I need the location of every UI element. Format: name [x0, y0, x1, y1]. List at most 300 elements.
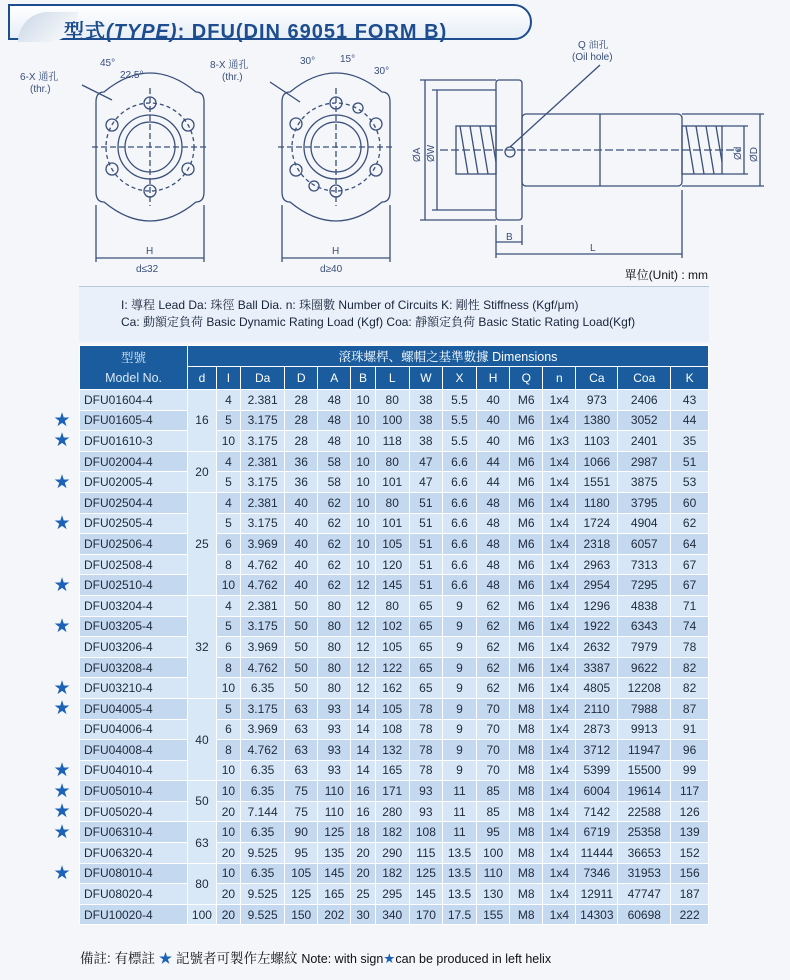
value-cell-coa: 47747: [618, 884, 671, 905]
table-row: [80, 534, 709, 555]
value-cell-b: 16: [351, 801, 375, 822]
value-cell-d: 95: [285, 843, 318, 864]
value-cell-d: 63: [285, 698, 318, 719]
value-cell-w: 78: [409, 740, 442, 761]
value-cell-ca: 3712: [576, 740, 618, 761]
model-cell: DFU06320-4: [80, 843, 188, 864]
value-cell-x: 6.6: [442, 472, 476, 493]
value-cell-da: 6.35: [241, 678, 285, 699]
value-cell-d: 150: [285, 904, 318, 925]
model-cell: DFU03205-4: [80, 616, 188, 637]
value-cell-a: 145: [318, 863, 351, 884]
value-cell-b: 10: [351, 451, 375, 472]
value-cell-w: 47: [409, 451, 442, 472]
B-label: B: [506, 232, 513, 243]
value-cell-ca: 1066: [576, 451, 618, 472]
model-cell: DFU02508-4: [80, 554, 188, 575]
value-cell-coa: 11947: [618, 740, 671, 761]
value-cell-w: 47: [409, 472, 442, 493]
left-holes-label: 6-X 通孔: [20, 72, 59, 83]
value-cell-q: M8: [510, 740, 543, 761]
value-cell-k: 71: [671, 595, 709, 616]
value-cell-i: 5: [216, 472, 240, 493]
value-cell-ca: 14303: [576, 904, 618, 925]
table-row: [80, 513, 709, 534]
model-cell: DFU02004-4: [80, 451, 188, 472]
value-cell-a: 48: [318, 431, 351, 452]
value-cell-x: 17.5: [442, 904, 476, 925]
value-cell-a: 48: [318, 390, 351, 411]
model-cell: DFU03210-4: [80, 678, 188, 699]
value-cell-l: 108: [375, 719, 409, 740]
value-cell-n: 1x4: [543, 616, 576, 637]
dia-W-label: ØW: [426, 144, 437, 162]
value-cell-h: 62: [477, 616, 510, 637]
value-cell-w: 65: [409, 595, 442, 616]
value-cell-h: 100: [477, 843, 510, 864]
value-cell-i: 5: [216, 513, 240, 534]
value-cell-k: 96: [671, 740, 709, 761]
middle-H-label: H: [332, 246, 340, 257]
value-cell-a: 62: [318, 513, 351, 534]
value-cell-l: 165: [375, 760, 409, 781]
model-cell: DFU02510-4: [80, 575, 188, 596]
table-row: [80, 678, 709, 699]
value-cell-k: 44: [671, 410, 709, 431]
value-cell-d: 105: [285, 863, 318, 884]
value-cell-x: 11: [442, 801, 476, 822]
value-cell-d: 50: [285, 595, 318, 616]
value-cell-d: 28: [285, 431, 318, 452]
value-cell-da: 6.35: [241, 781, 285, 802]
left-helix-star-icon: ★: [53, 801, 71, 823]
flange-8-hole-drawing: [270, 73, 394, 262]
value-cell-l: 80: [375, 390, 409, 411]
value-cell-d: 40: [285, 534, 318, 555]
value-cell-l: 80: [375, 492, 409, 513]
value-cell-coa: 60698: [618, 904, 671, 925]
column-header-da: Da: [241, 367, 285, 390]
column-header-a: A: [318, 367, 351, 390]
dia-D-label: ØD: [749, 147, 760, 162]
value-cell-da: 4.762: [241, 657, 285, 678]
column-header-q: Q: [510, 367, 543, 390]
value-cell-l: 145: [375, 575, 409, 596]
value-cell-b: 10: [351, 534, 375, 555]
value-cell-x: 9: [442, 616, 476, 637]
value-cell-k: 67: [671, 554, 709, 575]
value-cell-i: 20: [216, 884, 240, 905]
value-cell-coa: 22588: [618, 801, 671, 822]
value-cell-d: 125: [285, 884, 318, 905]
value-cell-d: 40: [285, 513, 318, 534]
value-cell-q: M6: [510, 657, 543, 678]
shaft-diameter-cell: 100: [188, 904, 217, 925]
value-cell-w: 78: [409, 698, 442, 719]
value-cell-d: 40: [285, 492, 318, 513]
value-cell-ca: 11444: [576, 843, 618, 864]
value-cell-b: 14: [351, 698, 375, 719]
value-cell-b: 18: [351, 822, 375, 843]
value-cell-l: 80: [375, 595, 409, 616]
shaft-diameter-cell: 25: [188, 492, 217, 595]
unit-label: 單位(Unit) : mm: [624, 268, 708, 282]
left-helix-star-icon: ★: [53, 780, 71, 802]
middle-holes-label: 8-X 通孔: [210, 60, 249, 71]
value-cell-da: 7.144: [241, 801, 285, 822]
value-cell-x: 13.5: [442, 863, 476, 884]
value-cell-da: 6.35: [241, 863, 285, 884]
table-row: [80, 719, 709, 740]
value-cell-d: 63: [285, 740, 318, 761]
value-cell-da: 6.35: [241, 822, 285, 843]
value-cell-k: 139: [671, 822, 709, 843]
value-cell-q: M6: [510, 616, 543, 637]
value-cell-a: 80: [318, 678, 351, 699]
value-cell-ca: 1103: [576, 431, 618, 452]
table-row: [80, 843, 709, 864]
footnote-star-icon: ★: [158, 951, 173, 966]
value-cell-w: 125: [409, 863, 442, 884]
value-cell-w: 78: [409, 719, 442, 740]
oil-hole-en-label: (Oil hole): [572, 52, 613, 63]
model-cell: DFU04010-4: [80, 760, 188, 781]
value-cell-l: 118: [375, 431, 409, 452]
value-cell-h: 48: [477, 554, 510, 575]
value-cell-l: 340: [375, 904, 409, 925]
value-cell-q: M6: [510, 451, 543, 472]
value-cell-x: 5.5: [442, 410, 476, 431]
value-cell-a: 93: [318, 760, 351, 781]
value-cell-x: 9: [442, 760, 476, 781]
value-cell-n: 1x4: [543, 884, 576, 905]
model-cell: DFU02505-4: [80, 513, 188, 534]
value-cell-h: 85: [477, 781, 510, 802]
left-H-label: H: [146, 246, 154, 257]
value-cell-i: 4: [216, 451, 240, 472]
value-cell-w: 65: [409, 657, 442, 678]
value-cell-x: 5.5: [442, 390, 476, 411]
value-cell-i: 4: [216, 595, 240, 616]
value-cell-h: 70: [477, 719, 510, 740]
value-cell-d: 28: [285, 410, 318, 431]
value-cell-q: M8: [510, 843, 543, 864]
value-cell-w: 170: [409, 904, 442, 925]
value-cell-d: 63: [285, 760, 318, 781]
value-cell-n: 1x4: [543, 637, 576, 658]
value-cell-q: M6: [510, 678, 543, 699]
value-cell-n: 1x4: [543, 740, 576, 761]
value-cell-i: 20: [216, 843, 240, 864]
value-cell-da: 3.175: [241, 410, 285, 431]
value-cell-ca: 1296: [576, 595, 618, 616]
value-cell-da: 4.762: [241, 575, 285, 596]
value-cell-w: 108: [409, 822, 442, 843]
value-cell-n: 1x4: [543, 492, 576, 513]
value-cell-i: 6: [216, 719, 240, 740]
value-cell-coa: 31953: [618, 863, 671, 884]
model-cell: DFU01604-4: [80, 390, 188, 411]
value-cell-i: 10: [216, 678, 240, 699]
column-header-coa: Coa: [618, 367, 671, 390]
value-cell-w: 115: [409, 843, 442, 864]
model-cell: DFU04005-4: [80, 698, 188, 719]
value-cell-coa: 3795: [618, 492, 671, 513]
table-row: [80, 637, 709, 658]
shaft-diameter-cell: 80: [188, 863, 217, 904]
value-cell-l: 105: [375, 637, 409, 658]
value-cell-q: M8: [510, 884, 543, 905]
left-helix-star-icon: ★: [53, 409, 71, 431]
value-cell-w: 93: [409, 781, 442, 802]
value-cell-q: M6: [510, 431, 543, 452]
table-row: [80, 410, 709, 431]
value-cell-h: 70: [477, 740, 510, 761]
value-cell-b: 14: [351, 740, 375, 761]
value-cell-q: M8: [510, 760, 543, 781]
value-cell-ca: 2873: [576, 719, 618, 740]
value-cell-coa: 19614: [618, 781, 671, 802]
value-cell-a: 93: [318, 740, 351, 761]
value-cell-h: 62: [477, 637, 510, 658]
title-type-label: (TYPE): [106, 21, 178, 43]
value-cell-k: 51: [671, 451, 709, 472]
value-cell-a: 62: [318, 554, 351, 575]
value-cell-h: 110: [477, 863, 510, 884]
value-cell-i: 6: [216, 534, 240, 555]
value-cell-x: 11: [442, 822, 476, 843]
model-cell: DFU08020-4: [80, 884, 188, 905]
value-cell-k: 222: [671, 904, 709, 925]
table-row: [80, 657, 709, 678]
value-cell-k: 152: [671, 843, 709, 864]
table-row: [80, 431, 709, 452]
column-header-n: n: [543, 367, 576, 390]
value-cell-coa: 6343: [618, 616, 671, 637]
value-cell-ca: 973: [576, 390, 618, 411]
column-header-w: W: [409, 367, 442, 390]
value-cell-k: 67: [671, 575, 709, 596]
value-cell-a: 80: [318, 637, 351, 658]
value-cell-h: 48: [477, 534, 510, 555]
value-cell-n: 1x4: [543, 657, 576, 678]
shaft-diameter-cell: 63: [188, 822, 217, 863]
value-cell-n: 1x4: [543, 843, 576, 864]
value-cell-q: M6: [510, 492, 543, 513]
value-cell-a: 48: [318, 410, 351, 431]
model-cell: DFU10020-4: [80, 904, 188, 925]
value-cell-a: 165: [318, 884, 351, 905]
value-cell-a: 110: [318, 781, 351, 802]
value-cell-k: 53: [671, 472, 709, 493]
value-cell-a: 135: [318, 843, 351, 864]
value-cell-k: 91: [671, 719, 709, 740]
value-cell-l: 102: [375, 616, 409, 637]
value-cell-a: 80: [318, 616, 351, 637]
value-cell-b: 20: [351, 863, 375, 884]
value-cell-d: 63: [285, 719, 318, 740]
value-cell-q: M6: [510, 390, 543, 411]
value-cell-x: 6.6: [442, 513, 476, 534]
value-cell-n: 1x4: [543, 904, 576, 925]
value-cell-x: 11: [442, 781, 476, 802]
shaft-diameter-cell: 32: [188, 595, 217, 698]
footnote-en-before: Note: with sign: [301, 952, 384, 966]
value-cell-a: 80: [318, 595, 351, 616]
oil-hole-cn-label: Q 油孔: [578, 40, 609, 51]
column-header-k: K: [671, 367, 709, 390]
value-cell-q: M8: [510, 781, 543, 802]
value-cell-d: 36: [285, 451, 318, 472]
table-row: [80, 740, 709, 761]
column-header-h: H: [477, 367, 510, 390]
value-cell-h: 48: [477, 492, 510, 513]
abbreviation-legend: [79, 286, 709, 342]
value-cell-n: 1x4: [543, 781, 576, 802]
value-cell-q: M8: [510, 822, 543, 843]
value-cell-x: 9: [442, 595, 476, 616]
left-helix-star-column: [52, 0, 76, 980]
value-cell-coa: 3875: [618, 472, 671, 493]
value-cell-k: 60: [671, 492, 709, 513]
column-header-d: D: [285, 367, 318, 390]
value-cell-n: 1x4: [543, 472, 576, 493]
value-cell-d: 50: [285, 657, 318, 678]
table-body: [80, 390, 709, 925]
shaft-diameter-cell: 50: [188, 781, 217, 822]
value-cell-ca: 12911: [576, 884, 618, 905]
value-cell-coa: 3052: [618, 410, 671, 431]
value-cell-l: 101: [375, 513, 409, 534]
middle-thr-label: (thr.): [222, 72, 243, 83]
model-header-cn: 型號: [121, 350, 147, 365]
model-cell: DFU02504-4: [80, 492, 188, 513]
value-cell-h: 62: [477, 595, 510, 616]
value-cell-h: 44: [477, 451, 510, 472]
value-cell-d: 50: [285, 678, 318, 699]
shaft-diameter-cell: 20: [188, 451, 217, 492]
value-cell-w: 38: [409, 390, 442, 411]
value-cell-b: 12: [351, 595, 375, 616]
value-cell-i: 6: [216, 637, 240, 658]
column-header-d: d: [188, 367, 217, 390]
value-cell-h: 48: [477, 575, 510, 596]
value-cell-w: 51: [409, 513, 442, 534]
column-header-b: B: [351, 367, 375, 390]
value-cell-x: 9: [442, 637, 476, 658]
model-cell: DFU06310-4: [80, 822, 188, 843]
value-cell-k: 82: [671, 657, 709, 678]
value-cell-d: 90: [285, 822, 318, 843]
value-cell-h: 48: [477, 513, 510, 534]
value-cell-h: 85: [477, 801, 510, 822]
value-cell-da: 6.35: [241, 760, 285, 781]
left-helix-star-icon: ★: [53, 430, 71, 452]
value-cell-coa: 7295: [618, 575, 671, 596]
table-row: [80, 472, 709, 493]
value-cell-da: 3.969: [241, 534, 285, 555]
value-cell-l: 182: [375, 863, 409, 884]
value-cell-n: 1x4: [543, 595, 576, 616]
middle-d-note: d≥40: [320, 264, 343, 275]
value-cell-b: 10: [351, 554, 375, 575]
value-cell-b: 12: [351, 575, 375, 596]
value-cell-a: 93: [318, 698, 351, 719]
value-cell-ca: 7142: [576, 801, 618, 822]
value-cell-l: 105: [375, 698, 409, 719]
value-cell-w: 38: [409, 431, 442, 452]
value-cell-w: 51: [409, 554, 442, 575]
footnote-en-after: can be produced in left helix: [395, 952, 552, 966]
value-cell-b: 12: [351, 678, 375, 699]
value-cell-i: 4: [216, 390, 240, 411]
value-cell-n: 1x4: [543, 678, 576, 699]
value-cell-n: 1x4: [543, 822, 576, 843]
value-cell-x: 5.5: [442, 431, 476, 452]
value-cell-h: 40: [477, 410, 510, 431]
value-cell-i: 10: [216, 431, 240, 452]
table-row: [80, 575, 709, 596]
value-cell-d: 28: [285, 390, 318, 411]
value-cell-q: M8: [510, 698, 543, 719]
table-row: [80, 781, 709, 802]
value-cell-b: 10: [351, 513, 375, 534]
value-cell-h: 70: [477, 760, 510, 781]
value-cell-ca: 2963: [576, 554, 618, 575]
value-cell-l: 182: [375, 822, 409, 843]
value-cell-b: 14: [351, 719, 375, 740]
value-cell-coa: 7979: [618, 637, 671, 658]
value-cell-h: 155: [477, 904, 510, 925]
value-cell-l: 105: [375, 534, 409, 555]
table-row: [80, 595, 709, 616]
value-cell-h: 130: [477, 884, 510, 905]
value-cell-b: 20: [351, 843, 375, 864]
value-cell-da: 3.969: [241, 719, 285, 740]
value-cell-n: 1x4: [543, 863, 576, 884]
value-cell-h: 95: [477, 822, 510, 843]
value-cell-l: 162: [375, 678, 409, 699]
value-cell-a: 58: [318, 472, 351, 493]
value-cell-x: 6.6: [442, 554, 476, 575]
value-cell-ca: 4805: [576, 678, 618, 699]
model-cell: DFU05020-4: [80, 801, 188, 822]
table-row: [80, 390, 709, 411]
value-cell-da: 2.381: [241, 492, 285, 513]
value-cell-coa: 4904: [618, 513, 671, 534]
dimensions-table: [79, 345, 709, 925]
footnote: [80, 947, 551, 967]
value-cell-q: M6: [510, 410, 543, 431]
value-cell-n: 1x4: [543, 534, 576, 555]
value-cell-w: 65: [409, 678, 442, 699]
value-cell-x: 9: [442, 678, 476, 699]
model-cell: DFU08010-4: [80, 863, 188, 884]
value-cell-x: 6.6: [442, 451, 476, 472]
value-cell-b: 10: [351, 492, 375, 513]
value-cell-d: 50: [285, 616, 318, 637]
value-cell-k: 156: [671, 863, 709, 884]
value-cell-q: M6: [510, 554, 543, 575]
value-cell-ca: 2110: [576, 698, 618, 719]
value-cell-i: 20: [216, 904, 240, 925]
value-cell-a: 62: [318, 575, 351, 596]
footnote-star-icon-2: ★: [383, 951, 396, 966]
value-cell-w: 78: [409, 760, 442, 781]
value-cell-a: 125: [318, 822, 351, 843]
value-cell-l: 171: [375, 781, 409, 802]
left-helix-star-icon: ★: [53, 698, 71, 720]
